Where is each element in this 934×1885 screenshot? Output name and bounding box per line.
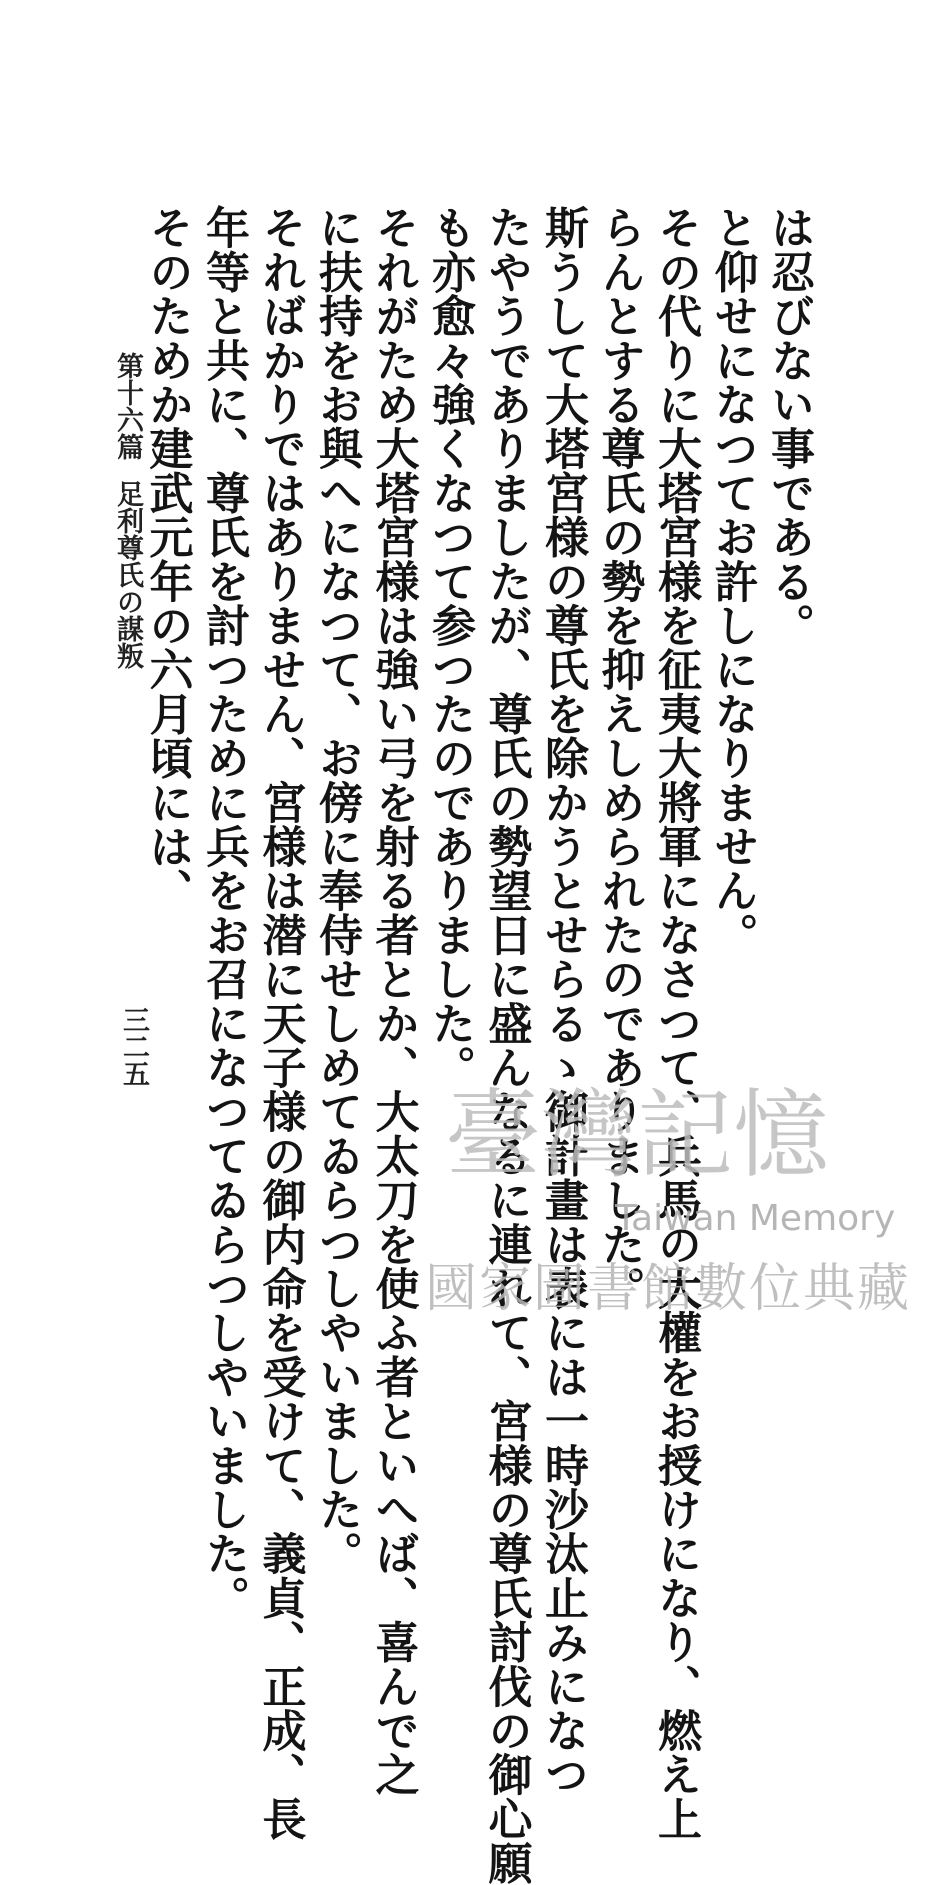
text-column: それがため大塔宮様は強い弓を射る者とか、大太刀を使ふ者といへば、喜んで之	[367, 205, 419, 1797]
text-column: そればかりではありません、宮様は潜に天子様の御内命を受けて、義貞、正成、長	[254, 205, 306, 1841]
text-column: その代りに大塔宮様を征夷大將軍になさつて、兵馬の大權をお授けになり、燃え上	[650, 205, 701, 1841]
page-number: 三二五	[118, 1006, 149, 1087]
watermark-main: 臺灣記憶	[445, 1079, 829, 1191]
text-column: らんとする尊氏の勢を抑えしめられたのでありました。	[593, 205, 645, 1310]
watermark-english: Taiwan Memory	[615, 1198, 896, 1239]
running-head	[108, 352, 147, 672]
text-column: 斯うして大塔宮様の尊氏を除かうとせらるゝ御計畫は表には一時沙汰止みになつ	[537, 205, 588, 1797]
text-column: そのためか建武元年の六月頃には、	[141, 205, 193, 913]
text-column: たやうでありましたが、尊氏の勢望日に盛んなるに連れて、宮様の尊氏討伐の御心願	[480, 205, 532, 1885]
text-column: は忍びない事である。	[763, 205, 814, 647]
watermark	[425, 1079, 912, 1320]
watermark-sub: 國家圖書館數位典藏	[425, 1259, 912, 1319]
text-column: と仰せになつてお許しになりません。	[706, 205, 758, 957]
text-column: 年等と共に、尊氏を討つために兵をお召になつてゐらつしやいました。	[198, 205, 249, 1620]
text-column: も亦愈々強くなつて参つたのでありました。	[424, 205, 475, 1089]
chapter-title: 足利尊氏の謀叛	[112, 480, 143, 669]
text-column: に扶持をお與へになつて、お傍に奉侍せしめてゐらつしやいました。	[311, 205, 362, 1576]
chapter-label: 第十六篇	[112, 352, 143, 460]
